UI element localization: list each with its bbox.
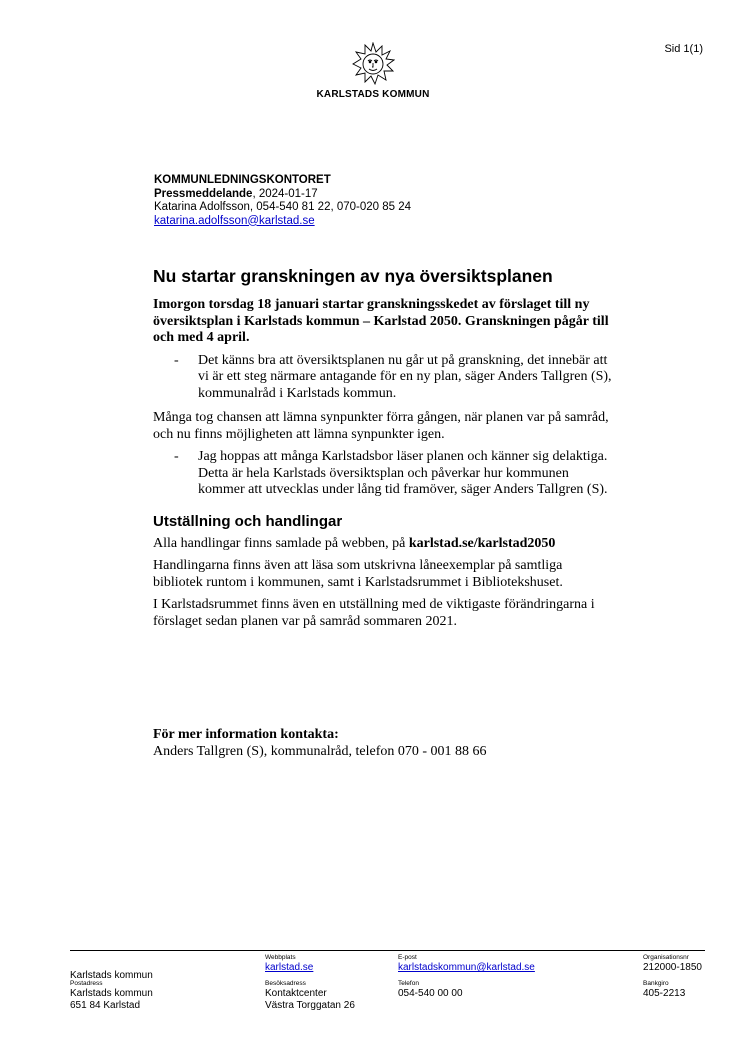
page-number: Sid 1(1) — [664, 43, 703, 55]
footer-web — [265, 954, 313, 974]
paragraph-4: I Karlstadsrummet finns även en utställning med de viktigaste förändringarna i förslaget sedan planen var på samråd sommaren 2021. — [153, 597, 595, 629]
contact-line: Anders Tallgren (S), kommunalråd, telefon 070 - 001 88 66 — [153, 743, 487, 759]
quote-dash: - — [174, 449, 179, 464]
footer-visit — [265, 980, 355, 1012]
web-reference: karlstad.se/karlstad2050 — [408, 535, 556, 551]
article — [153, 266, 613, 636]
footer-orgnr-label: Organisationsnr — [643, 954, 689, 961]
quote-text: Jag hoppas att många Karlstadsbor läser planen och känner sig delaktiga. Detta är hela Karlstads översiktsplan och påverkar hur kommunen kommer att utvecklas under lång tid framöver, säger Anders Tallgren (S). — [198, 449, 608, 497]
footer-email-link[interactable]: karlstadskommun@karlstad.se — [398, 962, 535, 973]
footer-visit-line2: Västra Torggatan 26 — [265, 1000, 355, 1011]
logo-text: KARLSTADS KOMMUN — [316, 89, 430, 100]
footer-postal-label: Postadress — [70, 980, 103, 987]
quote-2 — [153, 449, 613, 499]
footer-email-label: E-post — [398, 954, 417, 961]
footer-postal-line2: 651 84 Karlstad — [70, 1000, 141, 1011]
footer-divider — [70, 950, 705, 951]
footer-web-label: Webbplats — [265, 954, 296, 961]
footer-org-name: Karlstads kommun — [70, 970, 153, 981]
footer-web-link[interactable]: karlstad.se — [265, 962, 314, 973]
footer-orgnr — [643, 954, 702, 974]
paragraph-3: Handlingarna finns även att läsa som utskrivna låneexemplar på samtliga bibliotek runtom i kommunen, samt i Karlstadsrummet i Bibliotekshuset. — [153, 558, 563, 590]
footer-visit-line1: Kontaktcenter — [265, 988, 327, 999]
doc-type: Pressmeddelande — [154, 187, 253, 200]
contact-line: Katarina Adolfsson, 054-540 81 22, 070-020 85 24 — [154, 201, 412, 213]
email-link[interactable]: katarina.adolfsson@karlstad.se — [154, 214, 315, 227]
doc-type-line — [154, 188, 411, 202]
department: KOMMUNLEDNINGSKONTORET — [154, 174, 331, 186]
footer-visit-label: Besöksadress — [265, 980, 306, 987]
footer-phone-value: 054-540 00 00 — [398, 988, 463, 999]
footer-bankgiro-value: 405-2213 — [643, 988, 686, 999]
header-block — [154, 174, 411, 228]
paragraph-1: Många tog chansen att lämna synpunkter förra gången, när planen var på samråd, och nu finns möjligheten att lämna synpunkter igen. — [153, 410, 609, 442]
doc-date: , 2024-01-17 — [252, 187, 318, 200]
footer-bankgiro — [643, 980, 685, 1000]
contact-heading: För mer information kontakta: — [153, 727, 339, 742]
paragraph-2 — [153, 536, 613, 553]
quote-text: Det känns bra att översiktsplanen nu går ut på granskning, det innebär att vi är ett steg närmare antagande för en ny plan, säger Anders Tallgren (S), kommunalråd i Karlstads kommun. — [198, 352, 612, 401]
footer-orgnr-value: 212000-1850 — [643, 962, 702, 973]
footer-email — [398, 954, 535, 974]
quote-dash: - — [174, 352, 179, 368]
article-lead: Imorgon torsdag 18 januari startar granskningsskedet av förslaget till ny översiktsplan i Karlstads kommun – Karlstad 2050. Granskningen pågår till och med 4 april. — [153, 297, 609, 345]
quote-1 — [153, 353, 613, 403]
subheading: Utställning och handlingar — [153, 512, 343, 530]
contact-block — [153, 727, 613, 760]
footer-bankgiro-label: Bankgiro — [643, 980, 669, 987]
footer-postal — [70, 980, 153, 1012]
sun-logo-icon — [351, 42, 395, 86]
footer-phone — [398, 980, 463, 1000]
logo — [0, 42, 746, 100]
footer-org — [70, 962, 153, 982]
footer-postal-line1: Karlstads kommun — [70, 988, 153, 999]
paragraph-2-text: Alla handlingar finns samlade på webben, på — [153, 535, 409, 551]
article-title: Nu startar granskningen av nya översiktsplanen — [153, 266, 553, 286]
footer-phone-label: Telefon — [398, 980, 419, 987]
